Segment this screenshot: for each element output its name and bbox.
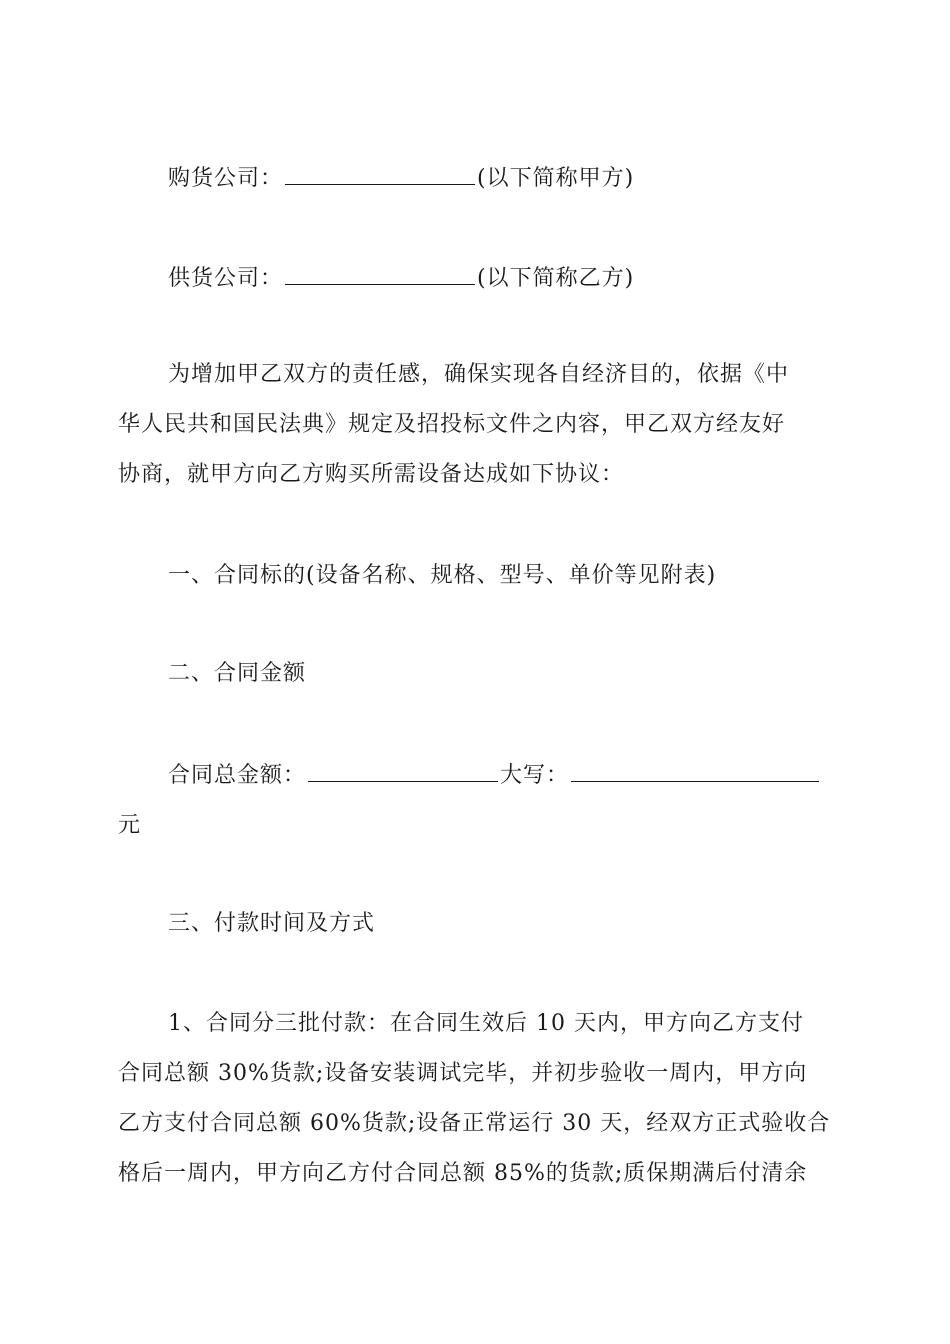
supplier-suffix: (以下简称乙方)	[477, 266, 635, 291]
section3-title: 三、付款时间及方式	[168, 911, 376, 936]
payment-line-2: 合同总额 30%货款;设备安装调试完毕，并初步验收一周内，甲方向	[118, 1061, 808, 1086]
buyer-name-blank[interactable]	[285, 162, 475, 185]
buyer-label: 购货公司：	[168, 166, 284, 191]
contract-amount-line	[168, 759, 821, 791]
currency-unit: 元	[118, 813, 142, 838]
payment-line-3: 乙方支付合同总额 60%货款;设备正常运行 30 天，经双方正式验收合	[118, 1111, 831, 1136]
intro-line-3: 协商，就甲方向乙方购买所需设备达成如下协议：	[118, 462, 625, 487]
buyer-line	[168, 162, 634, 194]
capital-amount-blank[interactable]	[571, 759, 819, 782]
supplier-label: 供货公司：	[168, 266, 284, 291]
total-amount-label: 合同总金额：	[168, 763, 307, 788]
buyer-suffix: (以下简称甲方)	[477, 166, 635, 191]
payment-line-4: 格后一周内，甲方向乙方付合同总额 85%的货款;质保期满后付清余	[118, 1161, 808, 1186]
intro-line-2: 华人民共和国民法典》规定及招投标文件之内容，甲乙双方经友好	[118, 412, 786, 437]
supplier-name-blank[interactable]	[285, 262, 475, 285]
intro-line-1: 为增加甲乙双方的责任感，确保实现各自经济目的，依据《中	[168, 362, 790, 387]
section2-title: 二、合同金额	[168, 661, 307, 686]
section1-title: 一、合同标的(设备名称、规格、型号、单价等见附表)	[168, 563, 717, 588]
total-amount-blank[interactable]	[308, 759, 498, 782]
payment-line-1: 1、合同分三批付款：在合同生效后 10 天内，甲方向乙方支付	[168, 1011, 804, 1036]
capital-amount-label: 大写：	[500, 763, 570, 788]
supplier-line	[168, 262, 634, 294]
